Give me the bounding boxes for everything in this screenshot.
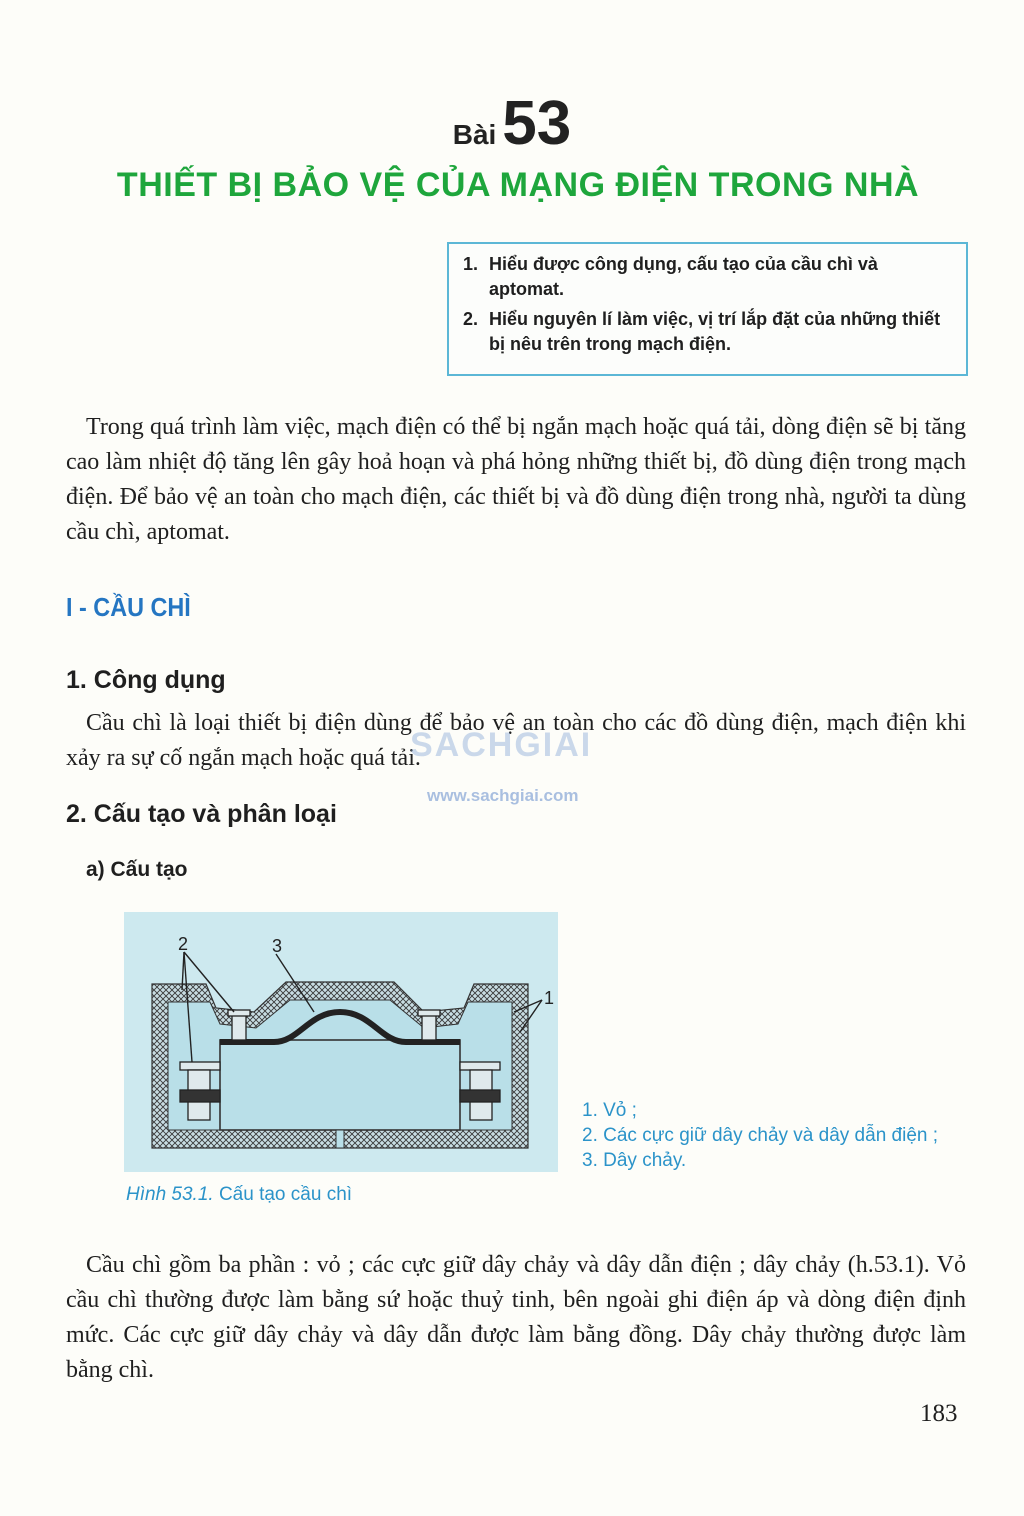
legend-item: 3. Dây chảy. (582, 1150, 687, 1171)
lesson-heading (0, 88, 1024, 159)
fuse-chamber (220, 1040, 460, 1130)
objective-number: 1. (463, 254, 479, 274)
legend-item: 1. Vỏ ; (582, 1100, 637, 1121)
structure-subheading: a) Cấu tạo (86, 858, 188, 881)
lesson-word: Bài (452, 119, 497, 150)
legend-item: 2. Các cực giữ dây chảy và dây dẫn điện ; (582, 1125, 939, 1146)
figure-legend (582, 1098, 938, 1173)
section-heading: I - CẦU CHÌ (66, 592, 191, 622)
objective-text: Hiểu được công dụng, cấu tạo của cầu chì và aptomat. (489, 254, 878, 299)
page-number: 183 (920, 1400, 958, 1427)
figure-caption (126, 1184, 352, 1206)
label-2: 2 (178, 934, 189, 954)
fuse-cross-section (124, 912, 558, 1172)
lesson-number: 53 (502, 89, 572, 158)
objective-item (463, 252, 954, 302)
watermark-url: www.sachgiai.com (427, 786, 579, 805)
usage-heading: 1. Công dụng (66, 666, 226, 694)
objectives-box (447, 242, 968, 376)
watermark-logo: SACHGIAI (410, 726, 593, 764)
caption-label: Hình 53.1. (126, 1184, 214, 1205)
fuse-diagram (124, 912, 558, 1172)
label-3: 3 (272, 936, 283, 956)
label-1: 1 (544, 988, 555, 1008)
intro-paragraph: Trong quá trình làm việc, mạch điện có thể bị ngắn mạch hoặc quá tải, dòng điện sẽ bị tăng cao làm nhiệt độ tăng lên gây hoả hoạn và phá hỏng những thiết bị, đồ dùng điện trong mạch điện. Để bảo vệ an toàn cho mạch điện, các thiết bị và đồ dùng điện trong nhà, người ta dùng cầu chì, aptomat. (66, 414, 966, 545)
lesson-title: THIẾT BỊ BẢO VỆ CỦA MẠNG ĐIỆN TRONG NHÀ (116, 166, 920, 204)
caption-text: Cấu tạo cầu chì (218, 1184, 353, 1205)
body-paragraph: Cầu chì gồm ba phần : vỏ ; các cực giữ dây chảy và dây dẫn điện ; dây chảy (h.53.1). Vỏ cầu chì thường được làm bằng sứ hoặc thuỷ tinh, bên ngoài ghi điện áp và dòng điện định mức. Các cực giữ dây chảy và dây dẫn được làm bằng đồng. Dây chảy thường được làm bằng chì. (66, 1252, 966, 1383)
objective-text: Hiểu nguyên lí làm việc, vị trí lắp đặt của những thiết bị nêu trên trong mạch điện. (489, 309, 941, 354)
structure-heading: 2. Cấu tạo và phân loại (66, 800, 337, 828)
objective-number: 2. (463, 309, 479, 329)
objective-item (463, 307, 954, 357)
usage-paragraph: Cầu chì là loại thiết bị điện dùng để bảo vệ an toàn cho các đồ dùng điện, mạch điện khi xảy ra sự cố ngắn mạch hoặc quá tải. (66, 710, 966, 771)
